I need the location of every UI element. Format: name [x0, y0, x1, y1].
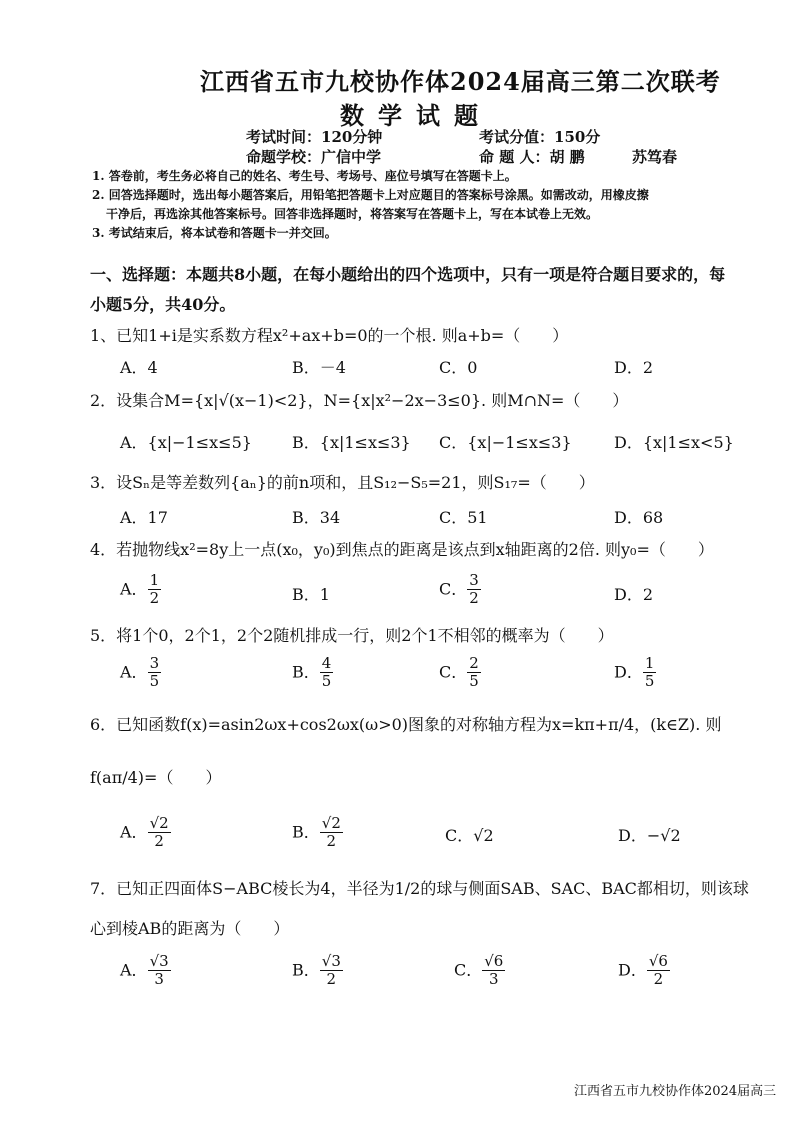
option-label: A． — [120, 822, 148, 842]
setting-school: 命题学校：广信中学 — [246, 148, 382, 166]
page-footer: 江西省五市九校协作体2024届高三 — [574, 1084, 777, 1099]
note-2: 2. 回答选择题时，选出每小题答案后，用铅笔把答题卡上对应题目的答案标号涂黑。如需改动，用橡皮擦 — [92, 188, 649, 202]
denominator: 5 — [149, 672, 160, 691]
fraction — [148, 953, 171, 989]
denominator: 2 — [469, 589, 479, 608]
q6-option-a — [120, 815, 171, 851]
option-label: B． — [292, 960, 320, 980]
q2-option-b: B．{x|1≤x≤3} — [292, 433, 411, 452]
fraction — [643, 655, 657, 691]
q7-option-a — [120, 953, 171, 989]
option-label: D． — [618, 826, 647, 845]
authors: 命 题 人：胡 鹏 — [479, 148, 585, 166]
q2-option-d: D．{x|1≤x<5} — [614, 433, 734, 452]
q5-option-b — [292, 655, 333, 691]
q7-option-c — [454, 953, 505, 989]
question-7-stem: 7．已知正四面体S−ABC棱长为4，半径为1/2的球与侧面SAB、SAC、BAC都相切，则该球 — [90, 879, 749, 898]
question-4-stem: 4．若抛物线x²=8y上一点(x₀，y₀)到焦点的距离是该点到x轴距离的2倍. 则y₀=（ ） — [90, 540, 714, 559]
q4-option-a — [120, 572, 161, 608]
question-6-stem: 6．已知函数f(x)=asin2ωx+cos2ωx(ω>0)图象的对称轴方程为x=kπ+π/4，(k∈Z). 则 — [90, 715, 722, 734]
note-2-cont: 干净后，再选涂其他答案标号。回答非选择题时，将答案写在答题卡上，写在本试卷上无效。 — [106, 207, 599, 221]
q6-option-d — [618, 823, 681, 846]
option-label: B． — [292, 822, 320, 842]
numerator: 2 — [469, 654, 479, 672]
numerator: √6 — [484, 952, 504, 970]
q5-option-d — [614, 655, 656, 691]
option-value: −√2 — [646, 826, 681, 845]
q2-option-c: C．{x|−1≤x≤3} — [439, 433, 572, 452]
exam-title: 江西省五市九校协作体2024届高三第二次联考 — [200, 67, 721, 96]
numerator: 3 — [149, 654, 160, 672]
numerator: 1 — [644, 654, 655, 672]
numerator: √3 — [149, 952, 169, 970]
author-2: 苏笃春 — [632, 148, 678, 166]
denominator: 2 — [326, 832, 337, 851]
q1-option-d: D．2 — [614, 358, 654, 377]
q3-option-d: D．68 — [614, 508, 664, 527]
denominator: 5 — [644, 672, 655, 691]
q7-option-d — [618, 953, 670, 989]
question-6-stem-cont: f(aπ/4)=（ ） — [90, 768, 222, 787]
q6-option-b — [292, 815, 343, 851]
fraction — [320, 655, 334, 691]
option-label: B． — [292, 585, 320, 604]
denominator: 2 — [149, 589, 160, 608]
denominator: 2 — [326, 970, 337, 989]
q7-option-b — [292, 953, 343, 989]
q3-option-b: B．34 — [292, 508, 341, 527]
denominator: 2 — [154, 832, 164, 851]
numerator: 1 — [149, 571, 160, 589]
question-5-stem: 5．将1个0，2个1，2个2随机排成一行，则2个1不相邻的概率为（ ） — [90, 626, 614, 645]
q1-option-c: C．0 — [439, 358, 478, 377]
q4-option-b — [292, 582, 330, 605]
option-value: 1 — [319, 585, 330, 604]
q1-option-b: B．－4 — [292, 358, 346, 377]
section-heading: 一、选择题：本题共8小题，在每小题给出的四个选项中，只有一项是符合题目要求的，每 — [90, 265, 726, 284]
q4-option-c — [439, 572, 481, 608]
fraction — [320, 953, 343, 989]
fraction — [148, 572, 162, 608]
question-2-stem: 2．设集合M={x|√(x−1)<2}，N={x|x²−2x−3≤0}. 则M∩N=（ ） — [90, 391, 629, 410]
exam-time: 考试时间：120分钟 — [246, 128, 383, 146]
q5-option-a — [120, 655, 161, 691]
q2-option-a: A．{x|−1≤x≤5} — [120, 433, 252, 452]
fraction — [320, 815, 343, 851]
question-3-stem: 3．设Sₙ是等差数列{aₙ}的前n项和，且S₁₂−S₅=21，则S₁₇=（ ） — [90, 473, 595, 492]
option-label: C． — [454, 960, 483, 980]
question-7-stem-cont: 心到棱AB的距离为（ ） — [90, 919, 290, 938]
exam-score: 考试分值：150分 — [479, 128, 601, 146]
note-1: 1. 答卷前，考生务必将自己的姓名、考生号、考场号、座位号填写在答题卡上。 — [92, 169, 517, 183]
option-label: D． — [618, 960, 647, 980]
section-heading-cont: 小题5分，共40分。 — [90, 295, 236, 314]
numerator: √2 — [321, 814, 341, 832]
option-label: A． — [120, 662, 148, 682]
option-value: 2 — [642, 585, 654, 604]
denominator: 3 — [154, 970, 164, 989]
option-value: √2 — [473, 826, 494, 845]
note-3: 3. 考试结束后，将本试卷和答题卡一并交回。 — [92, 226, 337, 240]
q4-option-d — [614, 582, 653, 605]
option-label: C． — [445, 826, 474, 845]
numerator: 3 — [469, 571, 479, 589]
option-label: C． — [439, 579, 468, 599]
option-label: A． — [120, 960, 148, 980]
q1-option-a: A．4 — [120, 358, 158, 377]
option-label: D． — [614, 585, 643, 604]
option-label: B． — [292, 662, 320, 682]
option-label: D． — [614, 662, 643, 682]
q3-option-a: A．17 — [120, 508, 168, 527]
numerator: √2 — [149, 814, 169, 832]
denominator: 2 — [653, 970, 664, 989]
fraction — [482, 953, 505, 989]
fraction — [467, 572, 481, 608]
numerator: 4 — [321, 654, 332, 672]
q3-option-c: C．51 — [439, 508, 488, 527]
fraction — [647, 953, 670, 989]
option-label: A． — [120, 579, 148, 599]
fraction — [148, 655, 162, 691]
fraction — [467, 655, 481, 691]
fraction — [148, 815, 171, 851]
q6-option-c — [445, 823, 494, 846]
numerator: √3 — [321, 952, 341, 970]
denominator: 3 — [489, 970, 499, 989]
q5-option-c — [439, 655, 481, 691]
denominator: 5 — [321, 672, 332, 691]
numerator: √6 — [648, 952, 668, 970]
option-label: C． — [439, 662, 468, 682]
question-1-stem: 1、已知1+i是实系数方程x²+ax+b=0的一个根. 则a+b=（ ） — [90, 326, 569, 345]
denominator: 5 — [469, 672, 479, 691]
exam-subtitle: 数学试题 — [340, 101, 492, 130]
